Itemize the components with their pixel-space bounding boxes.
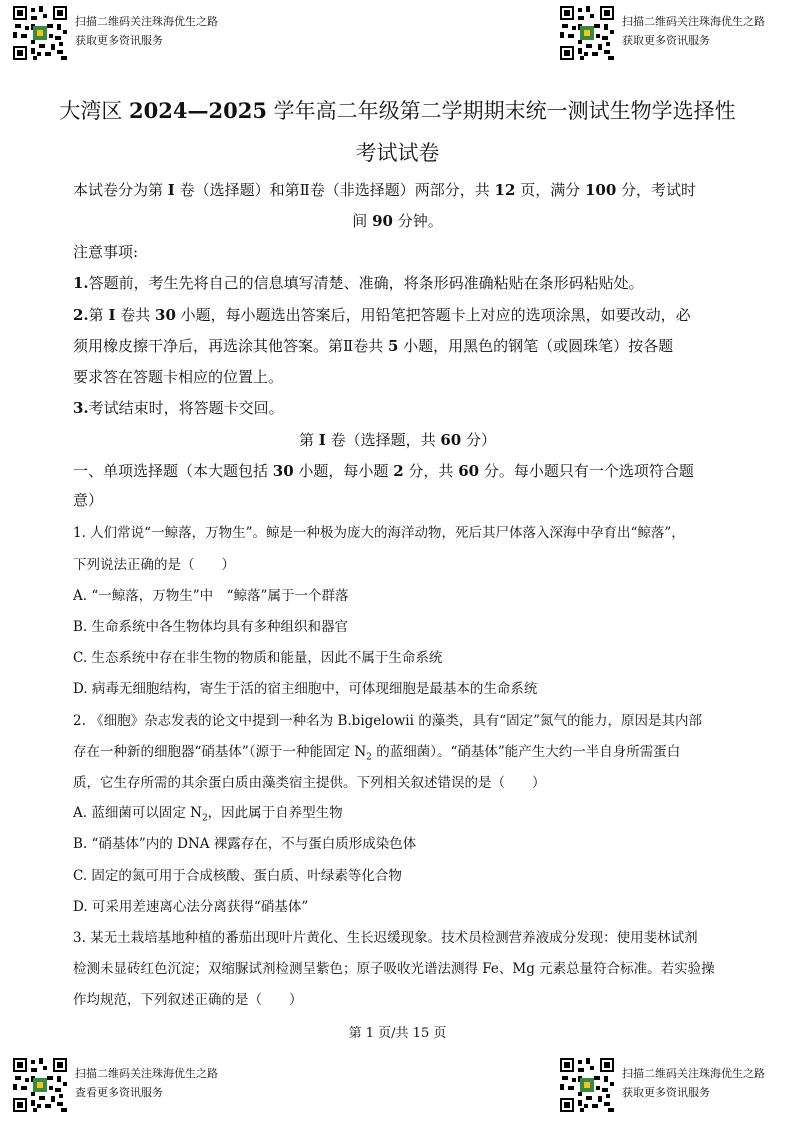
q2-stem-line-3: 质，它生存所需的其余蛋白质由藻类宿主提供。下列相关叙述错误的是（ ） (73, 775, 546, 791)
q3-stem-line-1: 3. 某无土栽培基地种植的番茄出现叶片黄化、生长迟缓现象。技术员检测营养液成分发现：使用斐林试剂 (73, 930, 698, 946)
q2-option-a: A. 蓝细菌可以固定 $N_2$，因此属于自养型生物 (73, 805, 343, 824)
q1-option-d: D. 病毒无细胞结构，寄生于活的宿主细胞中，可体现细胞是最基本的生命系统 (73, 681, 538, 697)
exam-title-line-1: 大湾区 2024—2025 学年高二年级第二学期期末统一测试生物学选择性 (59, 98, 736, 123)
qr-promo-bottom-left (13, 1058, 218, 1112)
qr-code-icon (560, 6, 614, 60)
q1-option-b: B. 生命系统中各生物体均具有多种组织和器官 (73, 619, 349, 635)
promo-line-1: 扫描二维码关注珠海优生之路 (622, 1067, 765, 1080)
q1-stem-line-2: 下列说法正确的是（ ） (73, 557, 235, 573)
q1-stem-line-1: 1. 人们常说“一鲸落，万物生”。鲸是一种极为庞大的海洋动物，死后其尸体落入深海中孕育出“鲸落”， (73, 525, 685, 541)
note-2-line-2: 须用橡皮擦干净后，再选涂其他答案。第Ⅱ卷共 5 小题，用黑色的钢笔（或圆珠笔）按各题 (73, 337, 674, 355)
q2-option-b: B. “硝基体”内的 DNA 裸露存在，不与蛋白质形成染色体 (73, 836, 417, 852)
promo-line-1: 扫描二维码关注珠海优生之路 (75, 1067, 218, 1080)
part1-instructions-line-1: 一、单项选择题（本大题包括 30 小题，每小题 2 分，共 60 分。每小题只有一个选项符合题 (73, 462, 694, 480)
part1-instructions-line-2: 意） (73, 491, 104, 509)
q1-option-a: A. “一鲸落，万物生”中 “鲸落”属于一个群落 (73, 588, 349, 604)
qr-code-icon (13, 6, 67, 60)
promo-line-2: 查看更多资讯服务 (75, 1086, 163, 1099)
q1-option-c: C. 生态系统中存在非生物的物质和能量，因此不属于生命系统 (73, 650, 443, 666)
promo-line-2: 获取更多资讯服务 (75, 34, 163, 47)
note-3: 3.考试结束时，将答题卡交回。 (73, 399, 284, 417)
qr-promo-top-left (13, 6, 218, 60)
note-2-line-3: 要求答在答题卡相应的位置上。 (73, 368, 284, 386)
q2-stem-line-1: 2. 《细胞》杂志发表的论文中提到一种名为 B.bigelowii 的藻类，具有“固定”氮气的能力，原因是其内部 (73, 713, 702, 729)
q2-option-d: D. 可采用差速离心法分离获得“硝基体” (73, 899, 309, 915)
promo-line-2: 获取更多资讯服务 (622, 1086, 710, 1099)
promo-line-2: 获取更多资讯服务 (622, 34, 710, 47)
q2-option-c: C. 固定的氮可用于合成核酸、蛋白质、叶绿素等化合物 (73, 868, 402, 884)
note-1: 1.答题前，考生先将自己的信息填写清楚、准确，将条形码准确粘贴在条形码粘贴处。 (73, 274, 644, 292)
q3-stem-line-3: 作均规范，下列叙述正确的是（ ） (73, 992, 303, 1008)
q3-stem-line-2: 检测未显砖红色沉淀；双缩脲试剂检测呈紫色；原子吸收光谱法测得 Fe、Mg 元素总量符合标准。若实验操 (73, 961, 715, 977)
intro-line-1: 本试卷分为第 I 卷（选择题）和第Ⅱ卷（非选择题）两部分，共 12 页，满分 100 分，考试时 (73, 181, 697, 199)
note-2-line-1: 2.第 I 卷共 30 小题，每小题选出答案后，用铅笔把答题卡上对应的选项涂黑，如要改动，必 (73, 306, 691, 324)
section-heading: 第 I 卷（选择题，共 60 分） (298, 431, 496, 449)
promo-line-1: 扫描二维码关注珠海优生之路 (75, 15, 218, 28)
qr-code-icon (560, 1058, 614, 1112)
exam-title-line-2: 考试试卷 (355, 141, 440, 165)
notes-heading: 注意事项: (73, 243, 139, 261)
qr-code-icon (13, 1058, 67, 1112)
promo-line-1: 扫描二维码关注珠海优生之路 (622, 15, 765, 28)
intro-line-2: 间 90 分钟。 (352, 212, 443, 230)
q2-stem-line-2: 存在一种新的细胞器“硝基体”（源于一种能固定 $N_2$ 的蓝细菌）。“硝基体”能产生大约一半自身所需蛋白 (73, 744, 681, 763)
qr-promo-top-right (560, 6, 765, 60)
qr-promo-bottom-right (560, 1058, 765, 1112)
page-number-footer: 第 1 页/共 15 页 (348, 1026, 447, 1041)
